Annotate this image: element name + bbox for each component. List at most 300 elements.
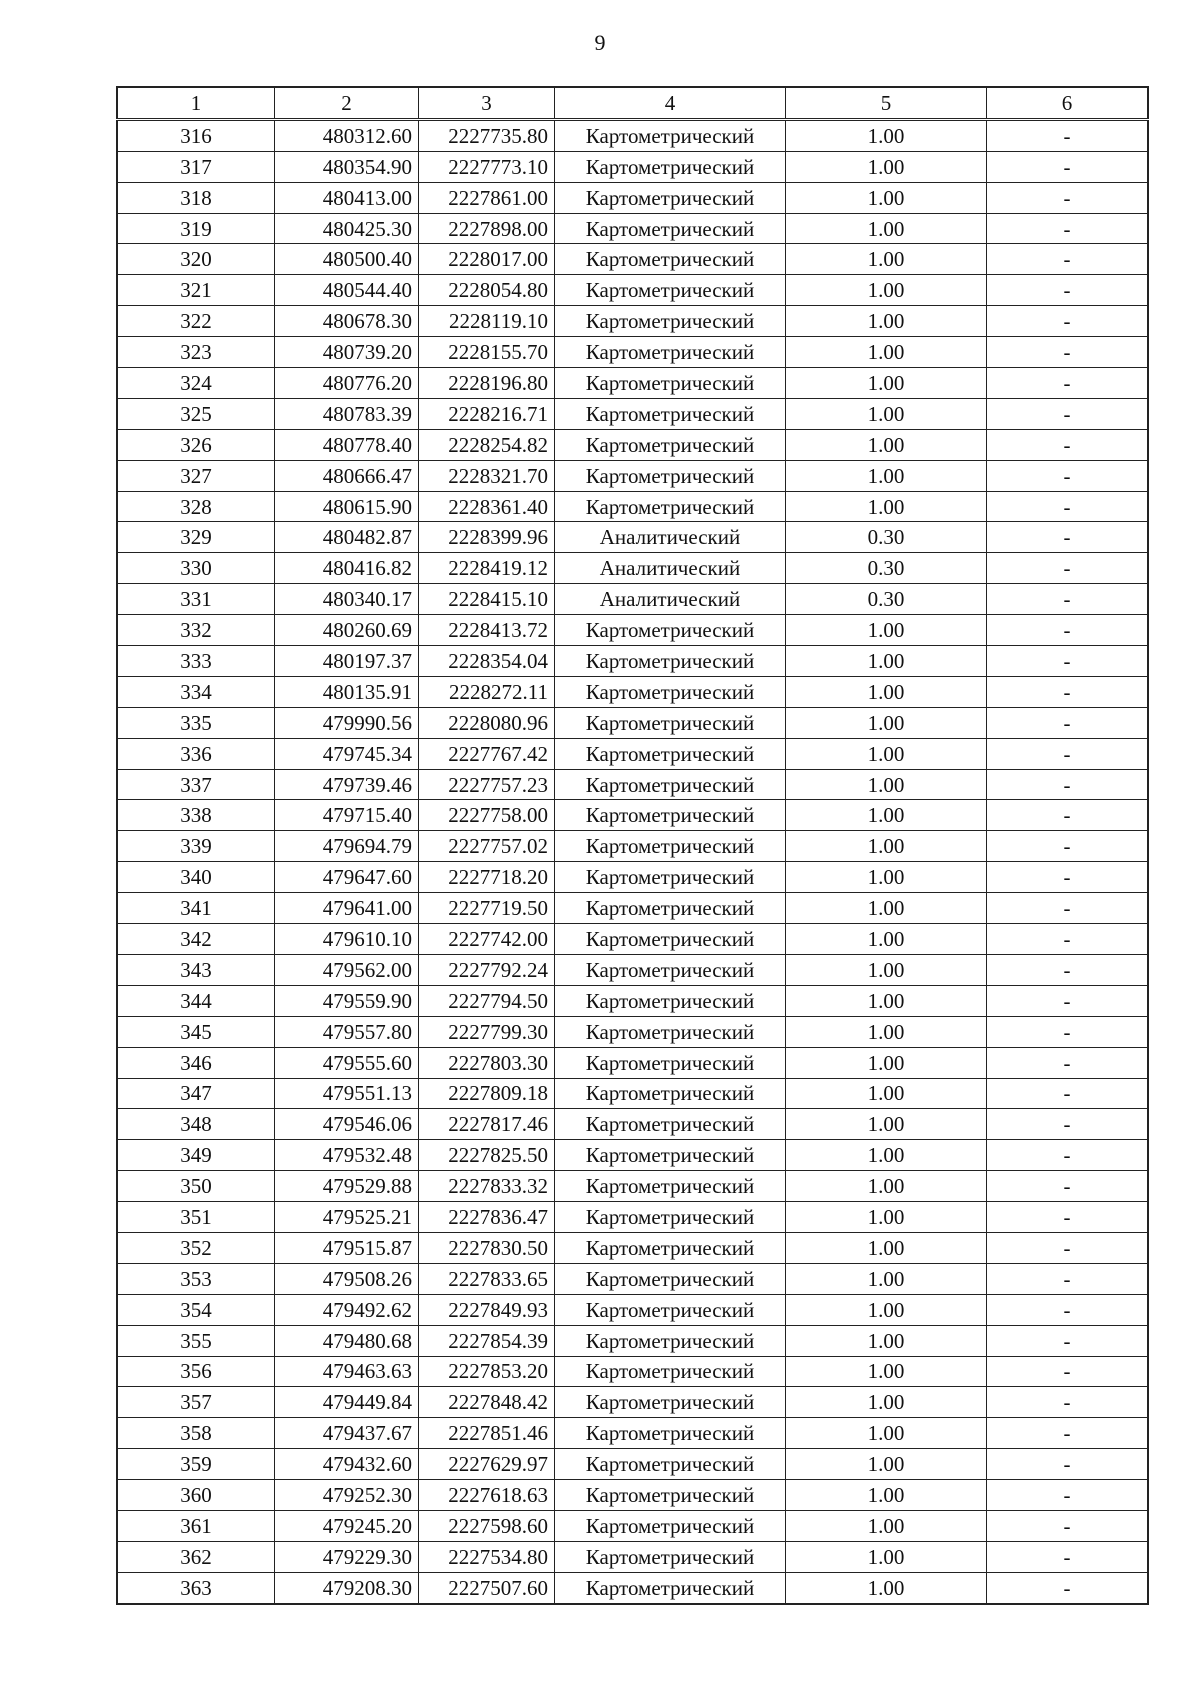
cell-note: - (987, 985, 1149, 1016)
cell-point-number: 336 (117, 738, 275, 769)
cell-y-coordinate: 2227719.50 (419, 893, 555, 924)
cell-note: - (987, 151, 1149, 182)
cell-point-number: 359 (117, 1449, 275, 1480)
table-row (117, 429, 1148, 460)
cell-accuracy: 1.00 (786, 275, 987, 306)
cell-note: - (987, 1325, 1149, 1356)
cell-accuracy: 1.00 (786, 1356, 987, 1387)
table-row (117, 1294, 1148, 1325)
cell-note: - (987, 1294, 1149, 1325)
table-row (117, 893, 1148, 924)
cell-y-coordinate: 2228155.70 (419, 337, 555, 368)
cell-y-coordinate: 2228119.10 (419, 306, 555, 337)
cell-x-coordinate: 479551.13 (275, 1078, 419, 1109)
cell-x-coordinate: 479492.62 (275, 1294, 419, 1325)
table-row (117, 553, 1148, 584)
cell-accuracy: 1.00 (786, 707, 987, 738)
cell-y-coordinate: 2228080.96 (419, 707, 555, 738)
cell-accuracy: 1.00 (786, 1541, 987, 1572)
cell-method: Картометрический (555, 491, 786, 522)
table-row (117, 213, 1148, 244)
cell-note: - (987, 954, 1149, 985)
cell-method: Картометрический (555, 1449, 786, 1480)
cell-y-coordinate: 2227758.00 (419, 800, 555, 831)
cell-point-number: 361 (117, 1510, 275, 1541)
cell-accuracy: 0.30 (786, 584, 987, 615)
cell-y-coordinate: 2227799.30 (419, 1016, 555, 1047)
cell-point-number: 326 (117, 429, 275, 460)
table-row (117, 1171, 1148, 1202)
cell-y-coordinate: 2228321.70 (419, 460, 555, 491)
table-row (117, 676, 1148, 707)
cell-accuracy: 1.00 (786, 1047, 987, 1078)
cell-note: - (987, 398, 1149, 429)
table-row (117, 1140, 1148, 1171)
cell-accuracy: 1.00 (786, 1078, 987, 1109)
cell-accuracy: 1.00 (786, 1140, 987, 1171)
cell-accuracy: 1.00 (786, 1232, 987, 1263)
cell-method: Картометрический (555, 954, 786, 985)
cell-accuracy: 1.00 (786, 1572, 987, 1603)
cell-method: Картометрический (555, 800, 786, 831)
cell-x-coordinate: 479694.79 (275, 831, 419, 862)
cell-note: - (987, 337, 1149, 368)
cell-accuracy: 1.00 (786, 213, 987, 244)
cell-point-number: 332 (117, 615, 275, 646)
cell-method: Картометрический (555, 1171, 786, 1202)
cell-x-coordinate: 480500.40 (275, 244, 419, 275)
cell-y-coordinate: 2227718.20 (419, 862, 555, 893)
cell-method: Картометрический (555, 1325, 786, 1356)
cell-note: - (987, 275, 1149, 306)
cell-method: Картометрический (555, 924, 786, 955)
cell-accuracy: 1.00 (786, 676, 987, 707)
cell-x-coordinate: 480778.40 (275, 429, 419, 460)
table-row (117, 306, 1148, 337)
cell-point-number: 320 (117, 244, 275, 275)
cell-point-number: 338 (117, 800, 275, 831)
cell-point-number: 334 (117, 676, 275, 707)
table-row (117, 275, 1148, 306)
table-row (117, 769, 1148, 800)
cell-y-coordinate: 2227742.00 (419, 924, 555, 955)
cell-x-coordinate: 479739.46 (275, 769, 419, 800)
cell-method: Картометрический (555, 368, 786, 399)
cell-accuracy: 1.00 (786, 1016, 987, 1047)
cell-point-number: 348 (117, 1109, 275, 1140)
cell-accuracy: 1.00 (786, 1294, 987, 1325)
cell-method: Картометрический (555, 1510, 786, 1541)
cell-note: - (987, 1356, 1149, 1387)
table-row (117, 1418, 1148, 1449)
cell-note: - (987, 1078, 1149, 1109)
cell-note: - (987, 460, 1149, 491)
cell-note: - (987, 1541, 1149, 1572)
cell-point-number: 321 (117, 275, 275, 306)
cell-accuracy: 1.00 (786, 831, 987, 862)
cell-accuracy: 1.00 (786, 893, 987, 924)
cell-y-coordinate: 2227836.47 (419, 1202, 555, 1233)
cell-x-coordinate: 480425.30 (275, 213, 419, 244)
cell-point-number: 357 (117, 1387, 275, 1418)
cell-method: Картометрический (555, 213, 786, 244)
cell-method: Картометрический (555, 1387, 786, 1418)
cell-y-coordinate: 2227794.50 (419, 985, 555, 1016)
cell-x-coordinate: 480678.30 (275, 306, 419, 337)
cell-accuracy: 1.00 (786, 1263, 987, 1294)
cell-x-coordinate: 479525.21 (275, 1202, 419, 1233)
cell-x-coordinate: 480615.90 (275, 491, 419, 522)
cell-x-coordinate: 480666.47 (275, 460, 419, 491)
cell-point-number: 317 (117, 151, 275, 182)
table-row (117, 398, 1148, 429)
table-row (117, 584, 1148, 615)
cell-point-number: 316 (117, 119, 275, 151)
cell-x-coordinate: 480783.39 (275, 398, 419, 429)
table-row (117, 1480, 1148, 1511)
cell-y-coordinate: 2228413.72 (419, 615, 555, 646)
cell-note: - (987, 831, 1149, 862)
table-row (117, 1263, 1148, 1294)
cell-point-number: 346 (117, 1047, 275, 1078)
cell-y-coordinate: 2228415.10 (419, 584, 555, 615)
cell-note: - (987, 1418, 1149, 1449)
cell-x-coordinate: 479745.34 (275, 738, 419, 769)
cell-point-number: 347 (117, 1078, 275, 1109)
table-row (117, 1387, 1148, 1418)
table-row (117, 119, 1148, 151)
cell-x-coordinate: 479715.40 (275, 800, 419, 831)
cell-point-number: 354 (117, 1294, 275, 1325)
cell-accuracy: 1.00 (786, 491, 987, 522)
table-row (117, 460, 1148, 491)
cell-note: - (987, 1387, 1149, 1418)
cell-method: Картометрический (555, 182, 786, 213)
cell-note: - (987, 738, 1149, 769)
header-col-2: 2 (275, 87, 419, 119)
cell-method: Картометрический (555, 831, 786, 862)
cell-accuracy: 0.30 (786, 522, 987, 553)
cell-x-coordinate: 479641.00 (275, 893, 419, 924)
cell-method: Картометрический (555, 306, 786, 337)
cell-accuracy: 1.00 (786, 306, 987, 337)
cell-x-coordinate: 479245.20 (275, 1510, 419, 1541)
cell-y-coordinate: 2227848.42 (419, 1387, 555, 1418)
cell-accuracy: 1.00 (786, 182, 987, 213)
cell-note: - (987, 676, 1149, 707)
cell-method: Картометрический (555, 1232, 786, 1263)
cell-y-coordinate: 2227809.18 (419, 1078, 555, 1109)
cell-method: Картометрический (555, 119, 786, 151)
cell-accuracy: 1.00 (786, 769, 987, 800)
cell-x-coordinate: 479508.26 (275, 1263, 419, 1294)
cell-method: Картометрический (555, 337, 786, 368)
cell-note: - (987, 1047, 1149, 1078)
cell-method: Картометрический (555, 1202, 786, 1233)
table-row (117, 1232, 1148, 1263)
cell-note: - (987, 1263, 1149, 1294)
cell-note: - (987, 1510, 1149, 1541)
cell-x-coordinate: 480197.37 (275, 646, 419, 677)
cell-x-coordinate: 479557.80 (275, 1016, 419, 1047)
cell-method: Картометрический (555, 615, 786, 646)
cell-y-coordinate: 2227507.60 (419, 1572, 555, 1603)
cell-method: Картометрический (555, 738, 786, 769)
cell-x-coordinate: 479562.00 (275, 954, 419, 985)
cell-method: Картометрический (555, 676, 786, 707)
cell-x-coordinate: 480739.20 (275, 337, 419, 368)
cell-x-coordinate: 480544.40 (275, 275, 419, 306)
cell-x-coordinate: 480312.60 (275, 119, 419, 151)
header-row (117, 87, 1148, 119)
cell-point-number: 327 (117, 460, 275, 491)
cell-y-coordinate: 2227735.80 (419, 119, 555, 151)
cell-x-coordinate: 480135.91 (275, 676, 419, 707)
cell-method: Картометрический (555, 398, 786, 429)
cell-note: - (987, 1232, 1149, 1263)
cell-method: Картометрический (555, 1109, 786, 1140)
cell-y-coordinate: 2227853.20 (419, 1356, 555, 1387)
cell-note: - (987, 646, 1149, 677)
cell-method: Картометрический (555, 707, 786, 738)
cell-y-coordinate: 2227767.42 (419, 738, 555, 769)
cell-method: Картометрический (555, 985, 786, 1016)
table-row (117, 1202, 1148, 1233)
cell-y-coordinate: 2228254.82 (419, 429, 555, 460)
cell-note: - (987, 553, 1149, 584)
table-row (117, 182, 1148, 213)
cell-point-number: 342 (117, 924, 275, 955)
table-row (117, 1449, 1148, 1480)
cell-method: Картометрический (555, 1140, 786, 1171)
cell-y-coordinate: 2228399.96 (419, 522, 555, 553)
cell-method: Картометрический (555, 1418, 786, 1449)
table-row (117, 1356, 1148, 1387)
cell-note: - (987, 924, 1149, 955)
cell-y-coordinate: 2227833.32 (419, 1171, 555, 1202)
cell-point-number: 351 (117, 1202, 275, 1233)
cell-x-coordinate: 479437.67 (275, 1418, 419, 1449)
header-col-4: 4 (555, 87, 786, 119)
cell-accuracy: 1.00 (786, 119, 987, 151)
cell-point-number: 343 (117, 954, 275, 985)
cell-x-coordinate: 479610.10 (275, 924, 419, 955)
cell-accuracy: 1.00 (786, 429, 987, 460)
cell-point-number: 318 (117, 182, 275, 213)
coordinates-table (116, 86, 1149, 1605)
cell-x-coordinate: 479546.06 (275, 1109, 419, 1140)
cell-x-coordinate: 479449.84 (275, 1387, 419, 1418)
cell-method: Картометрический (555, 1263, 786, 1294)
cell-point-number: 325 (117, 398, 275, 429)
cell-y-coordinate: 2227757.02 (419, 831, 555, 862)
cell-x-coordinate: 479532.48 (275, 1140, 419, 1171)
cell-method: Картометрический (555, 1572, 786, 1603)
cell-method: Картометрический (555, 275, 786, 306)
header-col-5: 5 (786, 87, 987, 119)
cell-accuracy: 1.00 (786, 460, 987, 491)
header-col-6: 6 (987, 87, 1149, 119)
cell-y-coordinate: 2228017.00 (419, 244, 555, 275)
cell-accuracy: 1.00 (786, 800, 987, 831)
cell-method: Аналитический (555, 522, 786, 553)
table-row (117, 1109, 1148, 1140)
cell-method: Картометрический (555, 151, 786, 182)
table-row (117, 862, 1148, 893)
cell-accuracy: 1.00 (786, 954, 987, 985)
table-row (117, 707, 1148, 738)
page-number: 9 (594, 30, 606, 55)
cell-note: - (987, 1480, 1149, 1511)
cell-accuracy: 1.00 (786, 862, 987, 893)
cell-method: Картометрический (555, 1480, 786, 1511)
cell-y-coordinate: 2227851.46 (419, 1418, 555, 1449)
cell-note: - (987, 1109, 1149, 1140)
cell-accuracy: 1.00 (786, 615, 987, 646)
table-row (117, 831, 1148, 862)
cell-point-number: 329 (117, 522, 275, 553)
table-row (117, 738, 1148, 769)
table-row (117, 491, 1148, 522)
cell-note: - (987, 1572, 1149, 1603)
cell-x-coordinate: 480354.90 (275, 151, 419, 182)
cell-note: - (987, 368, 1149, 399)
table-row (117, 924, 1148, 955)
table-row (117, 615, 1148, 646)
cell-x-coordinate: 479432.60 (275, 1449, 419, 1480)
cell-note: - (987, 182, 1149, 213)
table-row (117, 522, 1148, 553)
cell-method: Картометрический (555, 1356, 786, 1387)
table-row (117, 1047, 1148, 1078)
cell-accuracy: 1.00 (786, 398, 987, 429)
cell-y-coordinate: 2227534.80 (419, 1541, 555, 1572)
cell-y-coordinate: 2227629.97 (419, 1449, 555, 1480)
cell-accuracy: 1.00 (786, 1325, 987, 1356)
cell-y-coordinate: 2227598.60 (419, 1510, 555, 1541)
cell-x-coordinate: 479463.63 (275, 1356, 419, 1387)
cell-point-number: 331 (117, 584, 275, 615)
cell-y-coordinate: 2228272.11 (419, 676, 555, 707)
cell-y-coordinate: 2228354.04 (419, 646, 555, 677)
cell-y-coordinate: 2227618.63 (419, 1480, 555, 1511)
cell-point-number: 356 (117, 1356, 275, 1387)
cell-x-coordinate: 479990.56 (275, 707, 419, 738)
cell-point-number: 337 (117, 769, 275, 800)
cell-accuracy: 1.00 (786, 1418, 987, 1449)
cell-method: Картометрический (555, 862, 786, 893)
cell-x-coordinate: 480340.17 (275, 584, 419, 615)
cell-y-coordinate: 2227830.50 (419, 1232, 555, 1263)
cell-note: - (987, 707, 1149, 738)
cell-y-coordinate: 2228196.80 (419, 368, 555, 399)
table-row (117, 1078, 1148, 1109)
cell-accuracy: 0.30 (786, 553, 987, 584)
cell-y-coordinate: 2227854.39 (419, 1325, 555, 1356)
cell-accuracy: 1.00 (786, 1171, 987, 1202)
cell-method: Картометрический (555, 429, 786, 460)
cell-y-coordinate: 2227833.65 (419, 1263, 555, 1294)
cell-y-coordinate: 2227849.93 (419, 1294, 555, 1325)
cell-note: - (987, 1171, 1149, 1202)
cell-y-coordinate: 2227861.00 (419, 182, 555, 213)
cell-point-number: 328 (117, 491, 275, 522)
cell-method: Картометрический (555, 769, 786, 800)
table-row (117, 1541, 1148, 1572)
cell-note: - (987, 429, 1149, 460)
cell-y-coordinate: 2227825.50 (419, 1140, 555, 1171)
cell-method: Аналитический (555, 553, 786, 584)
table-row (117, 1510, 1148, 1541)
cell-accuracy: 1.00 (786, 337, 987, 368)
cell-point-number: 341 (117, 893, 275, 924)
cell-accuracy: 1.00 (786, 985, 987, 1016)
cell-accuracy: 1.00 (786, 738, 987, 769)
cell-point-number: 340 (117, 862, 275, 893)
cell-note: - (987, 615, 1149, 646)
cell-x-coordinate: 479555.60 (275, 1047, 419, 1078)
cell-note: - (987, 862, 1149, 893)
cell-accuracy: 1.00 (786, 244, 987, 275)
cell-y-coordinate: 2227803.30 (419, 1047, 555, 1078)
table-row (117, 985, 1148, 1016)
cell-method: Картометрический (555, 1294, 786, 1325)
cell-x-coordinate: 480482.87 (275, 522, 419, 553)
cell-y-coordinate: 2227757.23 (419, 769, 555, 800)
cell-x-coordinate: 480416.82 (275, 553, 419, 584)
cell-method: Картометрический (555, 1047, 786, 1078)
cell-point-number: 352 (117, 1232, 275, 1263)
table-header (117, 87, 1148, 119)
table-row (117, 244, 1148, 275)
cell-accuracy: 1.00 (786, 1510, 987, 1541)
cell-point-number: 358 (117, 1418, 275, 1449)
cell-note: - (987, 213, 1149, 244)
cell-y-coordinate: 2228216.71 (419, 398, 555, 429)
cell-accuracy: 1.00 (786, 924, 987, 955)
cell-x-coordinate: 479529.88 (275, 1171, 419, 1202)
cell-point-number: 319 (117, 213, 275, 244)
cell-point-number: 330 (117, 553, 275, 584)
cell-accuracy: 1.00 (786, 368, 987, 399)
cell-point-number: 360 (117, 1480, 275, 1511)
cell-note: - (987, 1016, 1149, 1047)
cell-x-coordinate: 479515.87 (275, 1232, 419, 1263)
table-row (117, 1572, 1148, 1603)
cell-accuracy: 1.00 (786, 1449, 987, 1480)
cell-accuracy: 1.00 (786, 1109, 987, 1140)
cell-note: - (987, 584, 1149, 615)
cell-x-coordinate: 479647.60 (275, 862, 419, 893)
cell-point-number: 349 (117, 1140, 275, 1171)
table-row (117, 151, 1148, 182)
cell-point-number: 350 (117, 1171, 275, 1202)
cell-point-number: 339 (117, 831, 275, 862)
cell-note: - (987, 306, 1149, 337)
cell-note: - (987, 1140, 1149, 1171)
cell-point-number: 344 (117, 985, 275, 1016)
cell-note: - (987, 119, 1149, 151)
cell-y-coordinate: 2227817.46 (419, 1109, 555, 1140)
cell-note: - (987, 800, 1149, 831)
cell-point-number: 324 (117, 368, 275, 399)
cell-point-number: 353 (117, 1263, 275, 1294)
cell-x-coordinate: 479208.30 (275, 1572, 419, 1603)
cell-method: Картометрический (555, 1078, 786, 1109)
header-col-1: 1 (117, 87, 275, 119)
cell-method: Картометрический (555, 1541, 786, 1572)
cell-accuracy: 1.00 (786, 151, 987, 182)
